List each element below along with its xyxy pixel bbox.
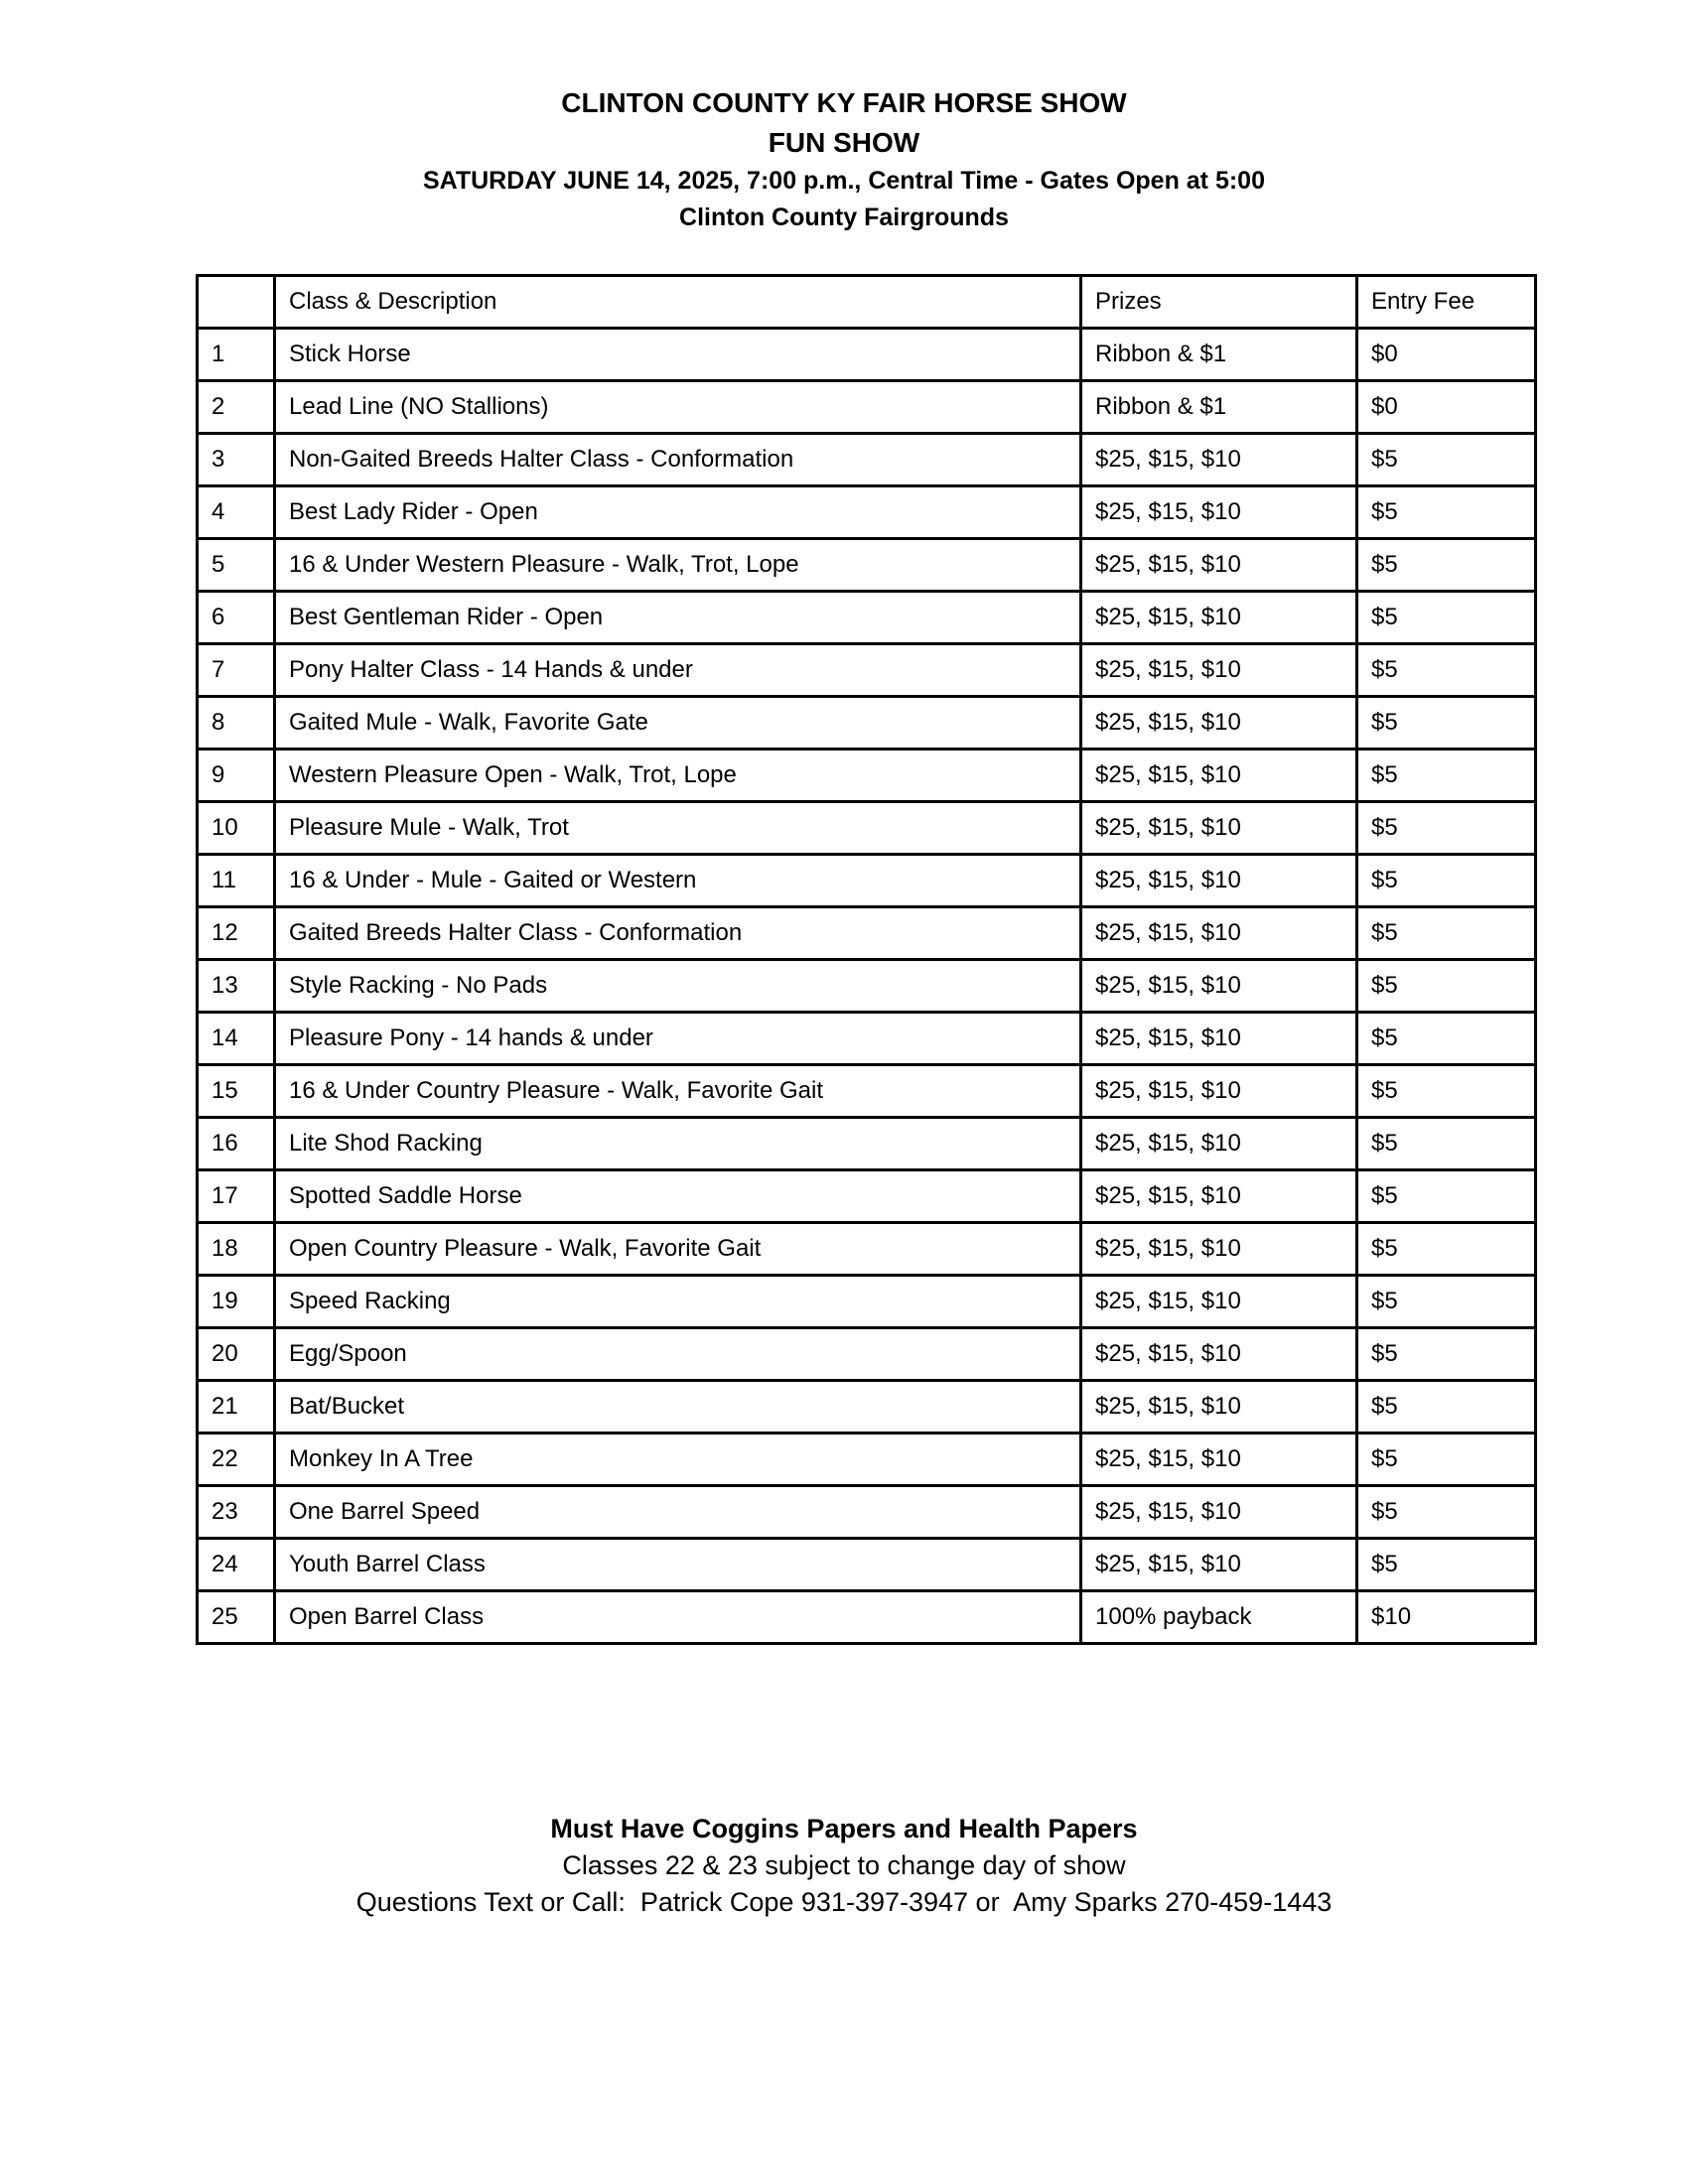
row-number-cell: 19 xyxy=(198,1276,275,1328)
row-number-cell: 13 xyxy=(198,960,275,1013)
table-row xyxy=(198,1433,1536,1486)
row-number-cell: 8 xyxy=(198,697,275,750)
row-prize-cell: $25, $15, $10 xyxy=(1081,1433,1357,1486)
table-row xyxy=(198,1539,1536,1591)
row-entry-fee-cell: $5 xyxy=(1357,802,1536,855)
table-row xyxy=(198,1486,1536,1539)
row-entry-fee-cell: $5 xyxy=(1357,907,1536,960)
row-description-cell: Best Gentleman Rider - Open xyxy=(275,592,1081,644)
header-cell-prizes: Prizes xyxy=(1081,276,1357,329)
table-row xyxy=(198,592,1536,644)
row-entry-fee-cell: $5 xyxy=(1357,1276,1536,1328)
row-description-cell: Egg/Spoon xyxy=(275,1328,1081,1381)
row-number-cell: 2 xyxy=(198,381,275,434)
row-entry-fee-cell: $5 xyxy=(1357,1223,1536,1276)
table-row xyxy=(198,644,1536,697)
row-entry-fee-cell: $5 xyxy=(1357,750,1536,802)
row-entry-fee-cell: $5 xyxy=(1357,855,1536,907)
row-entry-fee-cell: $5 xyxy=(1357,960,1536,1013)
row-prize-cell: $25, $15, $10 xyxy=(1081,1065,1357,1118)
table-row xyxy=(198,750,1536,802)
table-row xyxy=(198,1276,1536,1328)
table-row xyxy=(198,486,1536,539)
row-prize-cell: Ribbon & $1 xyxy=(1081,381,1357,434)
row-number-cell: 24 xyxy=(198,1539,275,1591)
row-description-cell: Gaited Mule - Walk, Favorite Gate xyxy=(275,697,1081,750)
row-number-cell: 9 xyxy=(198,750,275,802)
document-header xyxy=(0,83,1688,236)
table-row xyxy=(198,1223,1536,1276)
row-entry-fee-cell: $5 xyxy=(1357,1433,1536,1486)
row-entry-fee-cell: $5 xyxy=(1357,1170,1536,1223)
row-prize-cell: $25, $15, $10 xyxy=(1081,486,1357,539)
row-prize-cell: $25, $15, $10 xyxy=(1081,802,1357,855)
table-row xyxy=(198,1170,1536,1223)
row-prize-cell: $25, $15, $10 xyxy=(1081,1381,1357,1433)
row-entry-fee-cell: $5 xyxy=(1357,1013,1536,1065)
requirement-notice: Must Have Coggins Papers and Health Papers xyxy=(550,1814,1138,1843)
table-row xyxy=(198,1591,1536,1644)
row-prize-cell: $25, $15, $10 xyxy=(1081,1118,1357,1170)
row-number-cell: 25 xyxy=(198,1591,275,1644)
class-schedule-table xyxy=(196,274,1537,1645)
row-prize-cell: 100% payback xyxy=(1081,1591,1357,1644)
class-schedule-table-container xyxy=(196,274,1537,1645)
table-row xyxy=(198,434,1536,486)
row-number-cell: 4 xyxy=(198,486,275,539)
row-description-cell: Lite Shod Racking xyxy=(275,1118,1081,1170)
header-cell-class-description: Class & Description xyxy=(275,276,1081,329)
row-number-cell: 12 xyxy=(198,907,275,960)
row-description-cell: Best Lady Rider - Open xyxy=(275,486,1081,539)
row-entry-fee-cell: $5 xyxy=(1357,539,1536,592)
table-row xyxy=(198,907,1536,960)
row-prize-cell: $25, $15, $10 xyxy=(1081,592,1357,644)
row-entry-fee-cell: $5 xyxy=(1357,592,1536,644)
row-prize-cell: $25, $15, $10 xyxy=(1081,1170,1357,1223)
row-description-cell: 16 & Under Country Pleasure - Walk, Favorite Gait xyxy=(275,1065,1081,1118)
row-description-cell: Pleasure Pony - 14 hands & under xyxy=(275,1013,1081,1065)
row-entry-fee-cell: $0 xyxy=(1357,329,1536,381)
row-number-cell: 7 xyxy=(198,644,275,697)
table-header-row xyxy=(198,276,1536,329)
table-row xyxy=(198,960,1536,1013)
row-description-cell: Non-Gaited Breeds Halter Class - Conformation xyxy=(275,434,1081,486)
row-entry-fee-cell: $5 xyxy=(1357,697,1536,750)
table-row xyxy=(198,539,1536,592)
row-prize-cell: $25, $15, $10 xyxy=(1081,907,1357,960)
table-row xyxy=(198,1065,1536,1118)
row-entry-fee-cell: $5 xyxy=(1357,644,1536,697)
row-description-cell: Youth Barrel Class xyxy=(275,1539,1081,1591)
row-entry-fee-cell: $5 xyxy=(1357,1065,1536,1118)
row-entry-fee-cell: $10 xyxy=(1357,1591,1536,1644)
row-number-cell: 10 xyxy=(198,802,275,855)
table-row xyxy=(198,1328,1536,1381)
table-row xyxy=(198,1381,1536,1433)
row-description-cell: Open Barrel Class xyxy=(275,1591,1081,1644)
row-number-cell: 15 xyxy=(198,1065,275,1118)
row-entry-fee-cell: $5 xyxy=(1357,1486,1536,1539)
row-prize-cell: $25, $15, $10 xyxy=(1081,1223,1357,1276)
row-number-cell: 11 xyxy=(198,855,275,907)
row-entry-fee-cell: $5 xyxy=(1357,1328,1536,1381)
row-prize-cell: $25, $15, $10 xyxy=(1081,434,1357,486)
row-entry-fee-cell: $5 xyxy=(1357,1381,1536,1433)
row-number-cell: 6 xyxy=(198,592,275,644)
table-row xyxy=(198,1013,1536,1065)
table-row xyxy=(198,697,1536,750)
row-description-cell: Stick Horse xyxy=(275,329,1081,381)
row-prize-cell: $25, $15, $10 xyxy=(1081,697,1357,750)
row-prize-cell: $25, $15, $10 xyxy=(1081,644,1357,697)
row-number-cell: 20 xyxy=(198,1328,275,1381)
row-description-cell: One Barrel Speed xyxy=(275,1486,1081,1539)
row-prize-cell: $25, $15, $10 xyxy=(1081,1486,1357,1539)
row-entry-fee-cell: $5 xyxy=(1357,1118,1536,1170)
row-prize-cell: $25, $15, $10 xyxy=(1081,539,1357,592)
row-number-cell: 1 xyxy=(198,329,275,381)
row-description-cell: Spotted Saddle Horse xyxy=(275,1170,1081,1223)
row-description-cell: 16 & Under Western Pleasure - Walk, Trot, Lope xyxy=(275,539,1081,592)
row-description-cell: Gaited Breeds Halter Class - Conformation xyxy=(275,907,1081,960)
row-number-cell: 16 xyxy=(198,1118,275,1170)
row-prize-cell: $25, $15, $10 xyxy=(1081,750,1357,802)
row-description-cell: Monkey In A Tree xyxy=(275,1433,1081,1486)
row-prize-cell: Ribbon & $1 xyxy=(1081,329,1357,381)
document-footer xyxy=(0,1811,1688,1921)
page-title: CLINTON COUNTY KY FAIR HORSE SHOW xyxy=(561,87,1127,118)
schedule-note: Classes 22 & 23 subject to change day of show xyxy=(562,1850,1126,1880)
row-number-cell: 22 xyxy=(198,1433,275,1486)
row-number-cell: 14 xyxy=(198,1013,275,1065)
row-entry-fee-cell: $5 xyxy=(1357,486,1536,539)
row-description-cell: 16 & Under - Mule - Gaited or Western xyxy=(275,855,1081,907)
row-prize-cell: $25, $15, $10 xyxy=(1081,960,1357,1013)
row-number-cell: 3 xyxy=(198,434,275,486)
event-location: Clinton County Fairgrounds xyxy=(679,204,1009,231)
row-number-cell: 17 xyxy=(198,1170,275,1223)
table-row xyxy=(198,381,1536,434)
row-entry-fee-cell: $0 xyxy=(1357,381,1536,434)
header-cell-entry-fee: Entry Fee xyxy=(1357,276,1536,329)
table-row xyxy=(198,855,1536,907)
table-row xyxy=(198,329,1536,381)
contact-info: Questions Text or Call: Patrick Cope 931-397-3947 or Amy Sparks 270-459-1443 xyxy=(355,1887,1333,1917)
row-description-cell: Speed Racking xyxy=(275,1276,1081,1328)
row-prize-cell: $25, $15, $10 xyxy=(1081,1276,1357,1328)
row-number-cell: 5 xyxy=(198,539,275,592)
row-prize-cell: $25, $15, $10 xyxy=(1081,855,1357,907)
row-description-cell: Open Country Pleasure - Walk, Favorite Gait xyxy=(275,1223,1081,1276)
table-row xyxy=(198,1118,1536,1170)
header-cell-number xyxy=(198,276,275,329)
event-date-line: SATURDAY JUNE 14, 2025, 7:00 p.m., Central Time - Gates Open at 5:00 xyxy=(422,167,1265,195)
row-prize-cell: $25, $15, $10 xyxy=(1081,1013,1357,1065)
row-number-cell: 18 xyxy=(198,1223,275,1276)
row-number-cell: 21 xyxy=(198,1381,275,1433)
page-subtitle: FUN SHOW xyxy=(768,127,920,158)
row-description-cell: Lead Line (NO Stallions) xyxy=(275,381,1081,434)
row-entry-fee-cell: $5 xyxy=(1357,434,1536,486)
row-description-cell: Style Racking - No Pads xyxy=(275,960,1081,1013)
row-entry-fee-cell: $5 xyxy=(1357,1539,1536,1591)
row-description-cell: Pleasure Mule - Walk, Trot xyxy=(275,802,1081,855)
row-description-cell: Western Pleasure Open - Walk, Trot, Lope xyxy=(275,750,1081,802)
row-description-cell: Pony Halter Class - 14 Hands & under xyxy=(275,644,1081,697)
row-prize-cell: $25, $15, $10 xyxy=(1081,1539,1357,1591)
table-row xyxy=(198,802,1536,855)
row-number-cell: 23 xyxy=(198,1486,275,1539)
row-prize-cell: $25, $15, $10 xyxy=(1081,1328,1357,1381)
row-description-cell: Bat/Bucket xyxy=(275,1381,1081,1433)
